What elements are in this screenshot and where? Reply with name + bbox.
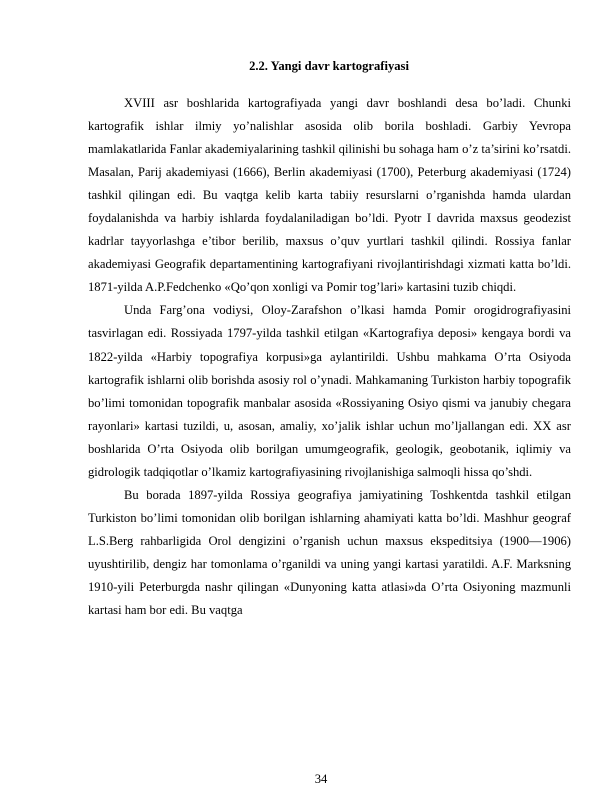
paragraph-2: Unda Farg’ona vodiysi, Oloy-Zarafshon o’lkasi hamda Pomir orogidrografiyasini tasvirlagan edi. Rossiyada 1797-yilda tashkil etilgan «Kartografiya deposi» kengaya bordi va 1822-yilda «Harbiy topografiya korpusi»ga aylantirildi. Ushbu mahkama O’rta Osiyoda kartografik ishlarni olib borishda asosiy rol o’ynadi. Mahkamaning Turkiston harbiy topografik bo’limi tomonidan topografik manbalar asosida «Rossiyaning Osiyo qismi va janubiy chegara rayonlari» kartasi tuzildi, u, asosan, amaliy, xo’jalik ishlar uchun mo’ljallangan edi. XX asr boshlarida O’rta Osiyoda olib borilgan umumgeografik, geologik, geobotanik, iqlimiy va gidrologik tadqiqotlar o’lkamiz kartografiyasining rivojlanishiga salmoqli hissa qo’shdi. [88, 303, 571, 479]
section-title: 2.2. Yangi davr kartografiyasi [249, 59, 409, 73]
body-text [88, 92, 571, 622]
paragraph-1: XVIII asr boshlarida kartografiyada yangi davr boshlandi desa bo’ladi. Chunki kartografik ishlar ilmiy yo’nalishlar asosida olib borila boshladi. Garbiy Yevropa mamlakatlarida Fanlar akademiyalarining tashkil qilinishi bu sohaga ham o’z ta’sirini ko’rsatdi. Masalan, Parij akademiyasi (1666), Berlin akademiyasi (1700), Peterburg akademiyasi (1724) tashkil qilingan edi. Bu vaqtga kelib karta tabiiy resurslarni o’rganishda hamda ulardan foydalanishda va harbiy ishlarda foydalaniladigan bo’ldi. Pyotr I davrida maxsus geodezist kadrlar tayyorlashga e’tibor berilib, maxsus o’quv yurtlari tashkil qilindi. Rossiya fanlar akademiyasi Geografik departamentining kartografiyani rivojlantirishdagi xizmati katta bo’ldi. 1871-yilda A.P.Fedchenko «Qo’qon xonligi va Pomir tog’lari» kartasini tuzib chiqdi. [88, 96, 571, 295]
paragraph-3: Bu borada 1897-yilda Rossiya geografiya jamiyatining Toshkentda tashkil etilgan Turkiston bo’limi tomonidan olib borilgan ishlarning ahamiyati katta bo’ldi. Mashhur geograf L.S.Berg rahbarligida Orol dengizini o’rganish uchun maxsus ekspeditsiya (1900—1906) uyushtirilib, dengiz har tomonlama o’rganildi va uning yangi kartasi yaratildi. A.F. Marksning 1910-yili Peterburgda nashr qilingan «Dunyoning katta atlasi»da O’rta Osiyoning mazmunli kartasi ham bor edi. Bu vaqtga [88, 487, 571, 618]
page-number: 34 [314, 772, 328, 786]
